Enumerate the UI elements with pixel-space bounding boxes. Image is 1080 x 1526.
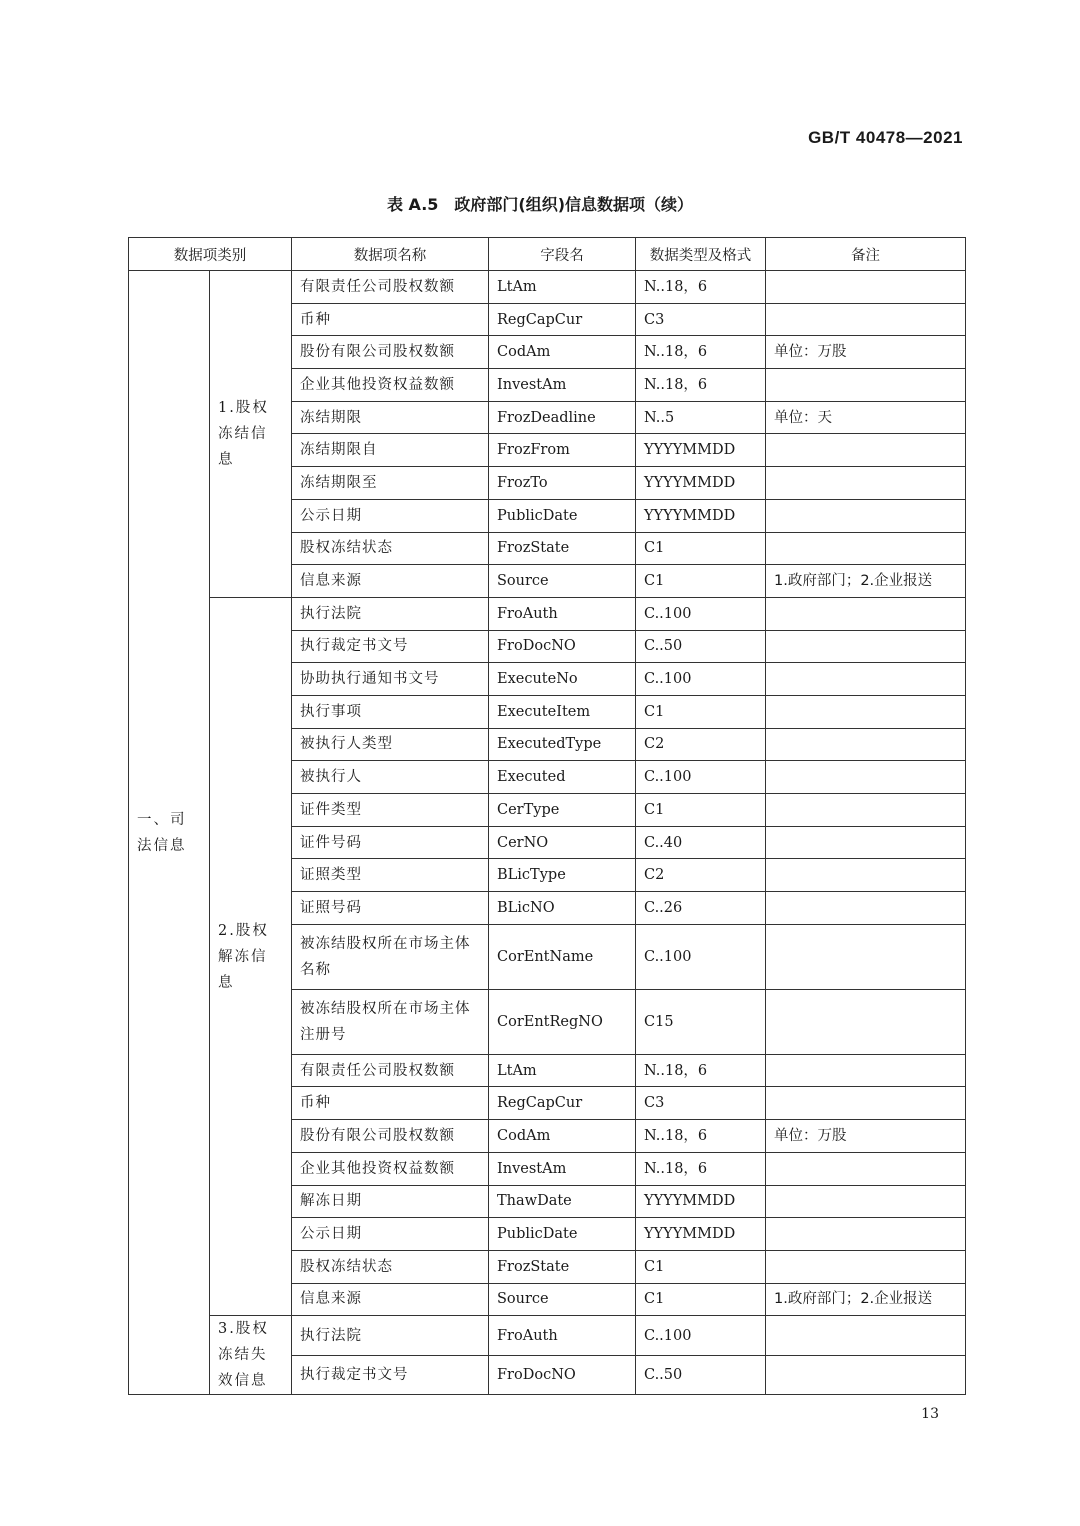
note	[766, 892, 966, 925]
column-header: 备注	[766, 238, 966, 271]
data-type: YYYYMMDD	[636, 499, 766, 532]
field-name: BLicNO	[489, 892, 636, 925]
data-type: C..100	[636, 1316, 766, 1356]
note: 单位：天	[766, 401, 966, 434]
note	[766, 826, 966, 859]
field-name: FrozFrom	[489, 434, 636, 467]
note	[766, 369, 966, 402]
field-name: LtAm	[489, 271, 636, 304]
item-name: 信息来源	[292, 565, 489, 598]
data-type: C1	[636, 1250, 766, 1283]
field-name: CodAm	[489, 336, 636, 369]
item-name: 企业其他投资权益数额	[292, 369, 489, 402]
item-name: 冻结期限至	[292, 467, 489, 500]
data-type: C..100	[636, 761, 766, 794]
item-name: 被冻结股权所在市场主体名称	[292, 924, 489, 989]
data-type: YYYYMMDD	[636, 434, 766, 467]
field-name: BLicType	[489, 859, 636, 892]
item-name: 信息来源	[292, 1283, 489, 1316]
item-name: 解冻日期	[292, 1185, 489, 1218]
note	[766, 467, 966, 500]
item-name: 证照号码	[292, 892, 489, 925]
field-name: CerNO	[489, 826, 636, 859]
note	[766, 761, 966, 794]
item-name: 企业其他投资权益数额	[292, 1152, 489, 1185]
data-type: C2	[636, 728, 766, 761]
data-type: N..18，6	[636, 1152, 766, 1185]
field-name: FroAuth	[489, 597, 636, 630]
field-name: FrozState	[489, 532, 636, 565]
note	[766, 989, 966, 1054]
note: 1.政府部门；2.企业报送	[766, 565, 966, 598]
data-type: N..18，6	[636, 1054, 766, 1087]
item-name: 执行法院	[292, 1316, 489, 1356]
item-name: 股份有限公司股权数额	[292, 336, 489, 369]
column-header: 字段名	[489, 238, 636, 271]
data-items-table	[128, 237, 966, 1395]
field-name: Source	[489, 565, 636, 598]
data-type: N..18，6	[636, 1120, 766, 1153]
category-cell: 一、司法信息	[129, 271, 210, 1395]
note	[766, 434, 966, 467]
item-name: 币种	[292, 303, 489, 336]
field-name: InvestAm	[489, 1152, 636, 1185]
field-name: FroDocNO	[489, 1355, 636, 1395]
item-name: 证照类型	[292, 859, 489, 892]
data-type: C1	[636, 695, 766, 728]
note	[766, 924, 966, 989]
field-name: FrozTo	[489, 467, 636, 500]
note	[766, 499, 966, 532]
data-type: N..18，6	[636, 336, 766, 369]
item-name: 被冻结股权所在市场主体注册号	[292, 989, 489, 1054]
item-name: 有限责任公司股权数额	[292, 271, 489, 304]
field-name: FrozState	[489, 1250, 636, 1283]
column-header: 数据项类别	[129, 238, 292, 271]
item-name: 执行裁定书文号	[292, 630, 489, 663]
note	[766, 1185, 966, 1218]
data-type: N..18，6	[636, 271, 766, 304]
data-type: YYYYMMDD	[636, 1185, 766, 1218]
field-name: InvestAm	[489, 369, 636, 402]
data-type: C3	[636, 1087, 766, 1120]
data-type: C1	[636, 565, 766, 598]
data-type: N..5	[636, 401, 766, 434]
item-name: 公示日期	[292, 1218, 489, 1251]
note	[766, 1054, 966, 1087]
data-type: C3	[636, 303, 766, 336]
data-type: C..100	[636, 663, 766, 696]
item-name: 股权冻结状态	[292, 1250, 489, 1283]
note	[766, 630, 966, 663]
data-type: C..100	[636, 597, 766, 630]
note	[766, 1250, 966, 1283]
note	[766, 1316, 966, 1356]
data-type: C1	[636, 794, 766, 827]
field-name: PublicDate	[489, 1218, 636, 1251]
note	[766, 1218, 966, 1251]
table-row	[129, 597, 966, 630]
field-name: ExecutedType	[489, 728, 636, 761]
item-name: 执行裁定书文号	[292, 1355, 489, 1395]
note	[766, 1087, 966, 1120]
field-name: CorEntRegNO	[489, 989, 636, 1054]
data-type: C..50	[636, 1355, 766, 1395]
item-name: 币种	[292, 1087, 489, 1120]
note	[766, 1355, 966, 1395]
field-name: FroAuth	[489, 1316, 636, 1356]
table-row	[129, 1316, 966, 1356]
field-name: CerType	[489, 794, 636, 827]
note: 1.政府部门；2.企业报送	[766, 1283, 966, 1316]
note	[766, 859, 966, 892]
field-name: RegCapCur	[489, 1087, 636, 1120]
data-type: C..40	[636, 826, 766, 859]
table-header-row	[129, 238, 966, 271]
item-name: 执行法院	[292, 597, 489, 630]
item-name: 股权冻结状态	[292, 532, 489, 565]
table-row	[129, 271, 966, 304]
column-header: 数据类型及格式	[636, 238, 766, 271]
note	[766, 1152, 966, 1185]
note	[766, 532, 966, 565]
note	[766, 728, 966, 761]
field-name: ExecuteNo	[489, 663, 636, 696]
data-type: C1	[636, 532, 766, 565]
field-name: ExecuteItem	[489, 695, 636, 728]
field-name: FrozDeadline	[489, 401, 636, 434]
data-type: YYYYMMDD	[636, 1218, 766, 1251]
data-type: C1	[636, 1283, 766, 1316]
note: 单位：万股	[766, 336, 966, 369]
field-name: ThawDate	[489, 1185, 636, 1218]
data-type: YYYYMMDD	[636, 467, 766, 500]
item-name: 公示日期	[292, 499, 489, 532]
field-name: PublicDate	[489, 499, 636, 532]
item-name: 股份有限公司股权数额	[292, 1120, 489, 1153]
data-type: C15	[636, 989, 766, 1054]
data-type: C..26	[636, 892, 766, 925]
note	[766, 303, 966, 336]
data-type: C2	[636, 859, 766, 892]
note: 单位：万股	[766, 1120, 966, 1153]
data-type: N..18，6	[636, 369, 766, 402]
subcategory-cell: 3.股权冻结失效信息	[210, 1316, 292, 1395]
item-name: 被执行人类型	[292, 728, 489, 761]
subcategory-cell: 2.股权解冻信息	[210, 597, 292, 1315]
field-name: Source	[489, 1283, 636, 1316]
field-name: FroDocNO	[489, 630, 636, 663]
column-header: 数据项名称	[292, 238, 489, 271]
subcategory-cell: 1.股权冻结信息	[210, 271, 292, 598]
item-name: 冻结期限	[292, 401, 489, 434]
item-name: 执行事项	[292, 695, 489, 728]
note	[766, 271, 966, 304]
item-name: 证件类型	[292, 794, 489, 827]
field-name: CorEntName	[489, 924, 636, 989]
note	[766, 695, 966, 728]
data-type: C..50	[636, 630, 766, 663]
note	[766, 794, 966, 827]
table-title: 表 A.5 政府部门(组织)信息数据项（续）	[386, 195, 694, 214]
note	[766, 663, 966, 696]
field-name: RegCapCur	[489, 303, 636, 336]
item-name: 协助执行通知书文号	[292, 663, 489, 696]
note	[766, 597, 966, 630]
field-name: CodAm	[489, 1120, 636, 1153]
item-name: 证件号码	[292, 826, 489, 859]
data-type: C..100	[636, 924, 766, 989]
field-name: Executed	[489, 761, 636, 794]
item-name: 被执行人	[292, 761, 489, 794]
standard-code: GB/T 40478—2021	[808, 128, 963, 147]
field-name: LtAm	[489, 1054, 636, 1087]
page-number: 13	[921, 1406, 939, 1422]
item-name: 冻结期限自	[292, 434, 489, 467]
item-name: 有限责任公司股权数额	[292, 1054, 489, 1087]
